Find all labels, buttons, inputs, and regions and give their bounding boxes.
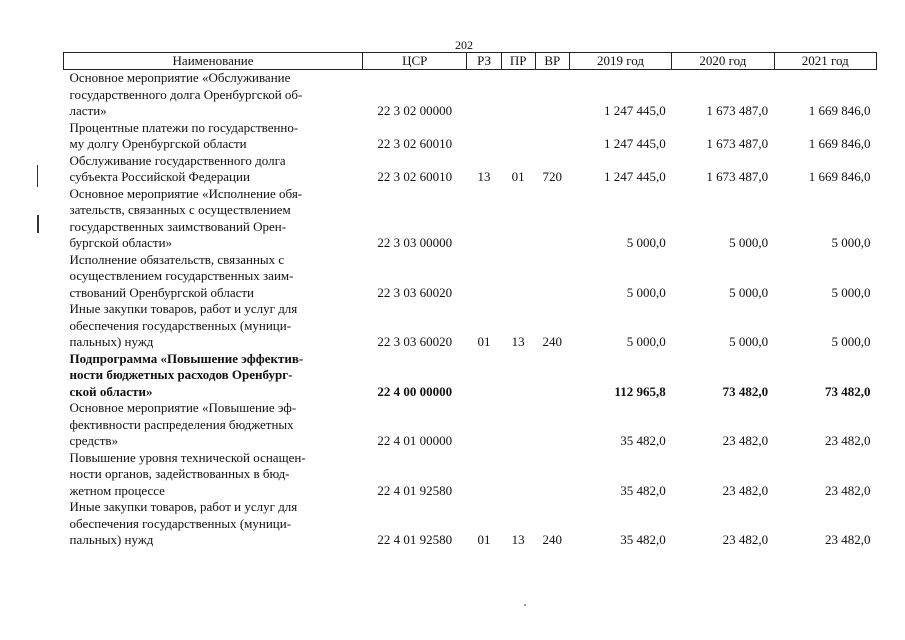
cell-y2020: 5 000,0 <box>729 334 769 349</box>
cell-name: Подпрограмма «Повышение эффектив- ности бюджетных расходов Оренбург- ской области» <box>69 350 304 399</box>
table-row <box>64 252 877 302</box>
table-row <box>64 186 877 252</box>
cell-csr: 22 4 01 92580 <box>377 482 453 498</box>
cell-pr: 01 <box>511 169 525 184</box>
cell-y2021: 5 000,0 <box>831 284 871 300</box>
cell-rz <box>467 186 501 252</box>
table-body <box>64 70 877 549</box>
cell-name: Основное мероприятие «Исполнение обя- зательств, связанных с осуществлением государственных заимствований Орен- бургской области» <box>69 185 303 250</box>
budget-table <box>63 52 877 549</box>
cell-pr: 13 <box>511 334 525 349</box>
cell-pr <box>501 120 535 153</box>
cell-y2020: 23 482,0 <box>722 433 769 448</box>
cell-y2019: 5 000,0 <box>626 334 666 349</box>
cell-y2021: 1 669 846,0 <box>808 136 871 151</box>
cell-y2019: 35 482,0 <box>620 532 666 547</box>
header-name: Наименование <box>64 53 363 70</box>
header-2021: 2021 год <box>774 53 876 70</box>
cell-name: Исполнение обязательств, связанных с осуществлением государственных заим- ствований Оренбургской области <box>69 251 294 300</box>
cell-y2020: 1 673 487,0 <box>706 103 769 118</box>
cell-rz: 01 <box>477 532 491 547</box>
cell-pr <box>501 186 535 252</box>
table-row <box>64 499 877 549</box>
margin-mark <box>37 165 38 187</box>
header-pr: ПР <box>501 53 535 70</box>
cell-vr: 720 <box>542 169 563 184</box>
header-2019: 2019 год <box>569 53 671 70</box>
cell-pr <box>501 70 535 120</box>
header-csr: ЦСР <box>363 53 467 70</box>
cell-vr: 240 <box>542 334 563 349</box>
cell-csr: 22 4 01 92580 <box>377 532 453 547</box>
cell-y2020: 23 482,0 <box>722 482 769 498</box>
cell-y2020: 5 000,0 <box>729 284 769 300</box>
cell-y2021: 23 482,0 <box>825 433 871 448</box>
cell-pr <box>501 400 535 450</box>
cell-y2019: 1 247 445,0 <box>603 169 666 184</box>
cell-csr: 22 3 03 60020 <box>377 334 453 349</box>
cell-name: Иные закупки товаров, работ и услуг для обеспечения государственных (муници- пальных) нужд <box>69 499 298 547</box>
cell-y2021: 5 000,0 <box>831 235 871 250</box>
cell-y2019: 5 000,0 <box>626 235 666 250</box>
cell-rz <box>467 120 501 153</box>
cell-csr: 22 3 02 60010 <box>377 136 453 151</box>
cell-pr: 13 <box>511 532 525 547</box>
cell-rz: 01 <box>477 334 491 349</box>
cell-y2020: 23 482,0 <box>722 532 769 547</box>
cell-name: Иные закупки товаров, работ и услуг для обеспечения государственных (муници- пальных) нужд <box>69 301 298 349</box>
cell-vr <box>535 252 569 302</box>
table-row <box>64 301 877 351</box>
page-number: 202 <box>455 38 473 52</box>
cell-name: Основное мероприятие «Обслуживание государственного долга Оренбургской об- ласти» <box>69 70 303 118</box>
cell-name: Обслуживание государственного долга субъекта Российской Федерации <box>69 152 286 184</box>
cell-y2019: 112 965,8 <box>614 383 666 399</box>
cell-y2021: 23 482,0 <box>825 482 871 498</box>
cell-y2019: 35 482,0 <box>620 482 666 498</box>
cell-rz <box>467 351 501 401</box>
table-row <box>64 120 877 153</box>
cell-csr: 22 4 00 00000 <box>377 383 453 399</box>
cell-y2021: 1 669 846,0 <box>808 103 871 118</box>
cell-y2019: 1 247 445,0 <box>603 136 666 151</box>
cell-name: Повышение уровня технической оснащен- ности органов, задействованных в бюд- жетном процессе <box>69 449 306 498</box>
cell-rz <box>467 70 501 120</box>
cell-rz <box>467 450 501 500</box>
header-2020: 2020 год <box>672 53 774 70</box>
cell-rz <box>467 400 501 450</box>
cell-y2021: 5 000,0 <box>831 334 871 349</box>
table-row <box>64 450 877 500</box>
scan-dot <box>524 604 526 606</box>
cell-name: Процентные платежи по государственно- му долгу Оренбургской области <box>69 119 299 151</box>
cell-pr <box>501 351 535 401</box>
margin-mark <box>37 215 39 233</box>
table-row <box>64 153 877 186</box>
cell-vr <box>535 400 569 450</box>
cell-y2019: 5 000,0 <box>626 284 666 300</box>
cell-rz: 13 <box>477 169 491 184</box>
cell-vr <box>535 450 569 500</box>
cell-y2020: 73 482,0 <box>722 383 769 399</box>
header-vr: ВР <box>535 53 569 70</box>
cell-y2019: 1 247 445,0 <box>603 103 666 118</box>
table-row <box>64 400 877 450</box>
table-row <box>64 351 877 401</box>
cell-y2021: 23 482,0 <box>825 532 871 547</box>
cell-csr: 22 3 03 60020 <box>377 284 453 300</box>
cell-csr: 22 4 01 00000 <box>377 433 453 448</box>
cell-name: Основное мероприятие «Повышение эф- фективности распределения бюджетных средств» <box>69 400 297 448</box>
cell-vr <box>535 120 569 153</box>
cell-vr <box>535 351 569 401</box>
cell-y2021: 1 669 846,0 <box>808 169 871 184</box>
cell-csr: 22 3 03 00000 <box>377 235 453 250</box>
cell-pr <box>501 252 535 302</box>
cell-vr <box>535 186 569 252</box>
cell-pr <box>501 450 535 500</box>
cell-y2020: 1 673 487,0 <box>706 136 769 151</box>
cell-y2021: 73 482,0 <box>825 383 871 399</box>
cell-csr: 22 3 02 60010 <box>377 169 453 184</box>
table-header-row <box>64 53 877 70</box>
cell-y2020: 5 000,0 <box>729 235 769 250</box>
cell-vr <box>535 70 569 120</box>
cell-csr: 22 3 02 00000 <box>377 103 453 118</box>
cell-vr: 240 <box>542 532 563 547</box>
cell-rz <box>467 252 501 302</box>
header-rz: РЗ <box>467 53 501 70</box>
cell-y2019: 35 482,0 <box>620 433 666 448</box>
table-row <box>64 70 877 120</box>
cell-y2020: 1 673 487,0 <box>706 169 769 184</box>
